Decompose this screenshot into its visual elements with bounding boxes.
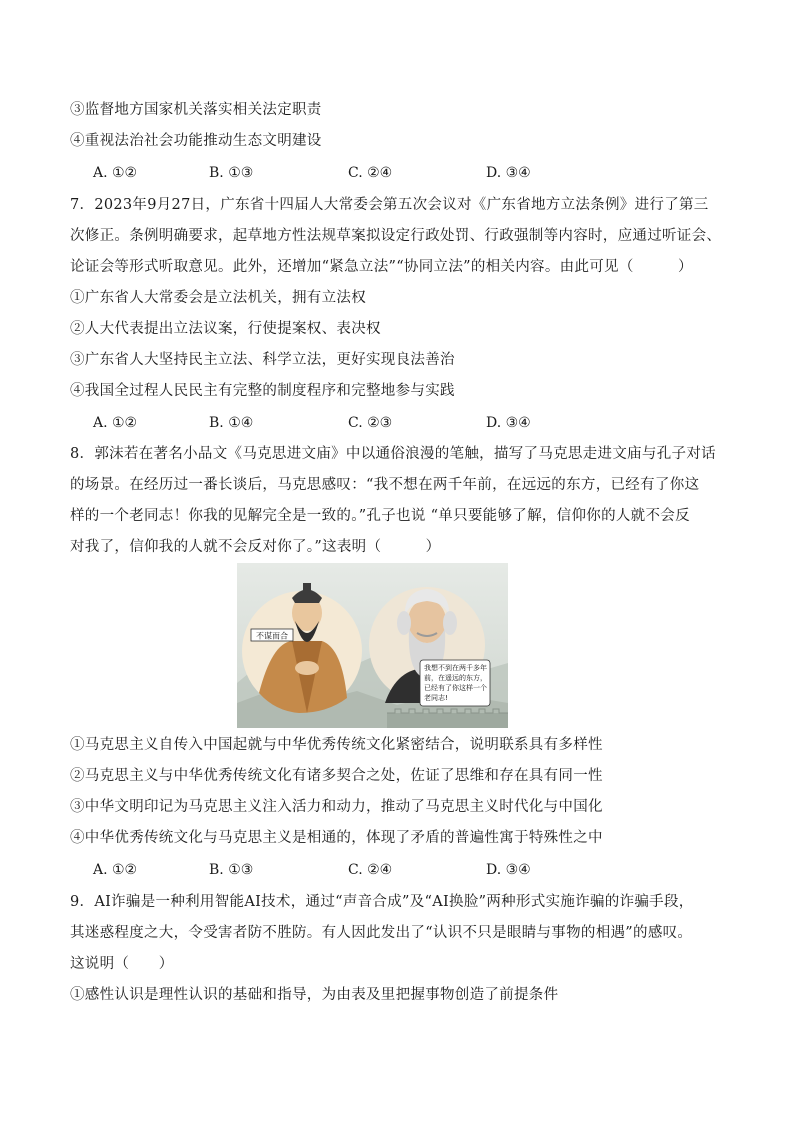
q7-stem-line-1: 7．2023年9月27日，广东省十四届人大常委会第五次会议对《广东省地方立法条例》进行了第三 xyxy=(70,197,709,213)
q8-option-c: C. ②④ xyxy=(348,862,393,878)
q8-option-d: D. ③④ xyxy=(486,862,531,878)
q9-stem-line-1: 9．AI诈骗是一种利用智能AI技术，通过“声音合成”及“AI换脸”两种形式实施诈骗的诈骗手段， xyxy=(70,894,694,910)
q7-option-a: A. ①② xyxy=(93,415,138,431)
q8-item-2: ②马克思主义与中华优秀传统文化有诸多契合之处，佐证了思维和存在具有同一性 xyxy=(70,768,603,784)
marx-caption-line-2: 前，在遥远的东方， xyxy=(424,674,487,682)
q9-stem-line-2: 其迷惑程度之大，令受害者防不胜防。有人因此发出了“认识不只是眼睛与事物的相遇”的感叹。 xyxy=(70,925,693,941)
q7-item-4: ④我国全过程人民民主有完整的制度程序和完整地参与实践 xyxy=(70,383,455,399)
q6-item-4: ④重视法治社会功能推动生态文明建设 xyxy=(70,133,322,149)
q7-item-3: ③广东省人大坚持民主立法、科学立法，更好实现良法善治 xyxy=(70,352,455,368)
q7-option-d: D. ③④ xyxy=(486,415,531,431)
marx-caption-line-4: 老同志! xyxy=(424,694,448,702)
confucius-caption: 不谋而合 xyxy=(256,631,288,641)
q8-item-4: ④中华优秀传统文化与马克思主义是相通的，体现了矛盾的普遍性寓于特殊性之中 xyxy=(70,830,603,846)
q7-stem-line-3: 论证会等形式听取意见。此外，还增加“紧急立法”“协同立法”的相关内容。由此可见（ ） xyxy=(70,259,693,275)
confucius-marx-illustration xyxy=(237,563,508,728)
q7-item-1: ①广东省人大常委会是立法机关，拥有立法权 xyxy=(70,290,366,306)
q8-stem-line-4: 对我了，信仰我的人就不会反对你了。”这表明（ ） xyxy=(70,539,441,555)
q9-stem-line-3: 这说明（ ） xyxy=(70,956,174,972)
q7-option-b: B. ①④ xyxy=(209,415,254,431)
q8-stem-line-2: 的场景。在经历过一番长谈后，马克思感叹：“我不想在两千年前，在远远的东方，已经有了你这 xyxy=(70,477,700,493)
q7-option-c: C. ②③ xyxy=(348,415,393,431)
q9-item-1: ①感性认识是理性认识的基础和指导，为由表及里把握事物创造了前提条件 xyxy=(70,987,559,1003)
q8-item-1: ①马克思主义自传入中国起就与中华优秀传统文化紧密结合，说明联系具有多样性 xyxy=(70,737,603,753)
marx-caption-line-1: 我想不到在两千多年 xyxy=(424,664,487,672)
q6-option-d: D. ③④ xyxy=(486,165,531,181)
q8-option-b: B. ①③ xyxy=(209,862,254,878)
q6-item-3: ③监督地方国家机关落实相关法定职责 xyxy=(70,102,322,118)
q6-option-c: C. ②④ xyxy=(348,165,393,181)
q6-option-b: B. ①③ xyxy=(209,165,254,181)
q8-option-a: A. ①② xyxy=(93,862,138,878)
q8-item-3: ③中华文明印记为马克思主义注入活力和动力，推动了马克思主义时代化与中国化 xyxy=(70,799,603,815)
q8-stem-line-3: 样的一个老同志！你我的见解完全是一致的。”孔子也说 “单只要能够了解，信仰你的人就不会反 xyxy=(70,508,690,524)
q8-stem-line-1: 8．郭沫若在著名小品文《马克思进文庙》中以通俗浪漫的笔触，描写了马克思走进文庙与孔子对话 xyxy=(70,446,716,462)
q6-option-a: A. ①② xyxy=(93,165,138,181)
q7-item-2: ②人大代表提出立法议案，行使提案权、表决权 xyxy=(70,321,381,337)
marx-caption-line-3: 已经有了你这样一个 xyxy=(424,684,487,692)
q7-stem-line-2: 次修正。条例明确要求，起草地方性法规草案拟设定行政处罚、行政强制等内容时，应通过听证会、 xyxy=(70,228,722,244)
